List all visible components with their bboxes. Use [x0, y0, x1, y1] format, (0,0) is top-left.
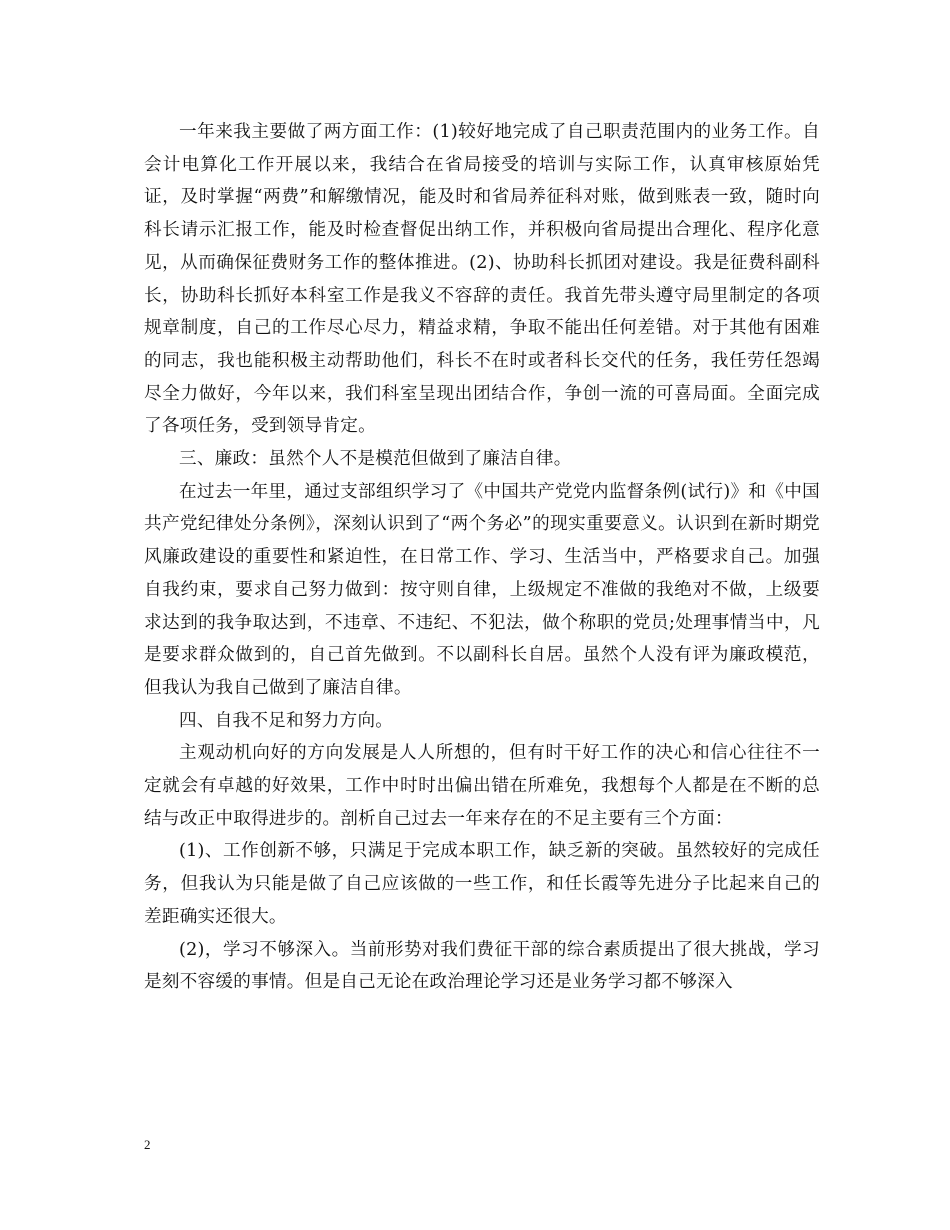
- paragraph-shortcomings-intro: 主观动机向好的方向发展是人人所想的，但有时干好工作的决心和信心往往不一定就会有卓越的好效果，工作中时时出偏出错在所难免，我想每个人都是在不断的总结与改正中取得进步的。剖析自己过去一年来存在的不足主要有三个方面：: [144, 743, 820, 829]
- document-body: [144, 116, 820, 999]
- heading-integrity: 三、廉政：虽然个人不是模范但做到了廉洁自律。: [179, 449, 572, 470]
- paragraph-shortcoming-2: (2)，学习不够深入。当前形势对我们费征干部的综合素质提出了很大挑战，学习是刻不容缓的事情。但是自己无论在政治理论学习还是业务学习都不够深入: [144, 939, 820, 993]
- paragraph-shortcoming-1: (1)、工作创新不够，只满足于完成本职工作，缺乏新的突破。虽然较好的完成任务，但我认为只能是做了自己应该做的一些工作，和任长霞等先进分子比起来自己的差距确实还很大。: [144, 841, 820, 927]
- paragraph-integrity: 在过去一年里，通过支部组织学习了《中国共产党党内监督条例(试行)》和《中国共产党纪律处分条例》，深刻认识到了“两个务必”的现实重要意义。认识到在新时期党风廉政建设的重要性和紧迫性，在日常工作、学习、生活当中，严格要求自己。加强自我约束，要求自己努力做到：按守则自律，上级规定不准做的我绝对不做，上级要求达到的我争取达到，不违章、不违纪、不犯法，做个称职的党员;处理事情当中，凡是要求群众做到的，自己首先做到。不以副科长自居。虽然个人没有评为廉政模范，但我认为我自己做到了廉洁自律。: [144, 481, 820, 698]
- heading-shortcomings: 四、自我不足和努力方向。: [179, 710, 394, 731]
- page-number: 2: [144, 1137, 151, 1152]
- paragraph-work-summary: 一年来我主要做了两方面工作：(1)较好地完成了自己职责范围内的业务工作。自会计电算化工作开展以来，我结合在省局接受的培训与实际工作，认真审核原始凭证，及时掌握“两费”和解缴情况，能及时和省局养征科对账，做到账表一致，随时向科长请示汇报工作，能及时检查督促出纳工作，并积极向省局提出合理化、程序化意见，从而确保征费财务工作的整体推进。(2)、协助科长抓团对建设。我是征费科副科长，协助科长抓好本科室工作是我义不容辞的责任。我首先带头遵守局里制定的各项规章制度，自己的工作尽心尽力，精益求精，争取不能出任何差错。对于其他有困难的同志，我也能积极主动帮助他们，科长不在时或者科长交代的任务，我任劳任怨竭尽全力做好，今年以来，我们科室呈现出团结合作，争创一流的可喜局面。全面完成了各项任务，受到领导肯定。: [144, 122, 820, 437]
